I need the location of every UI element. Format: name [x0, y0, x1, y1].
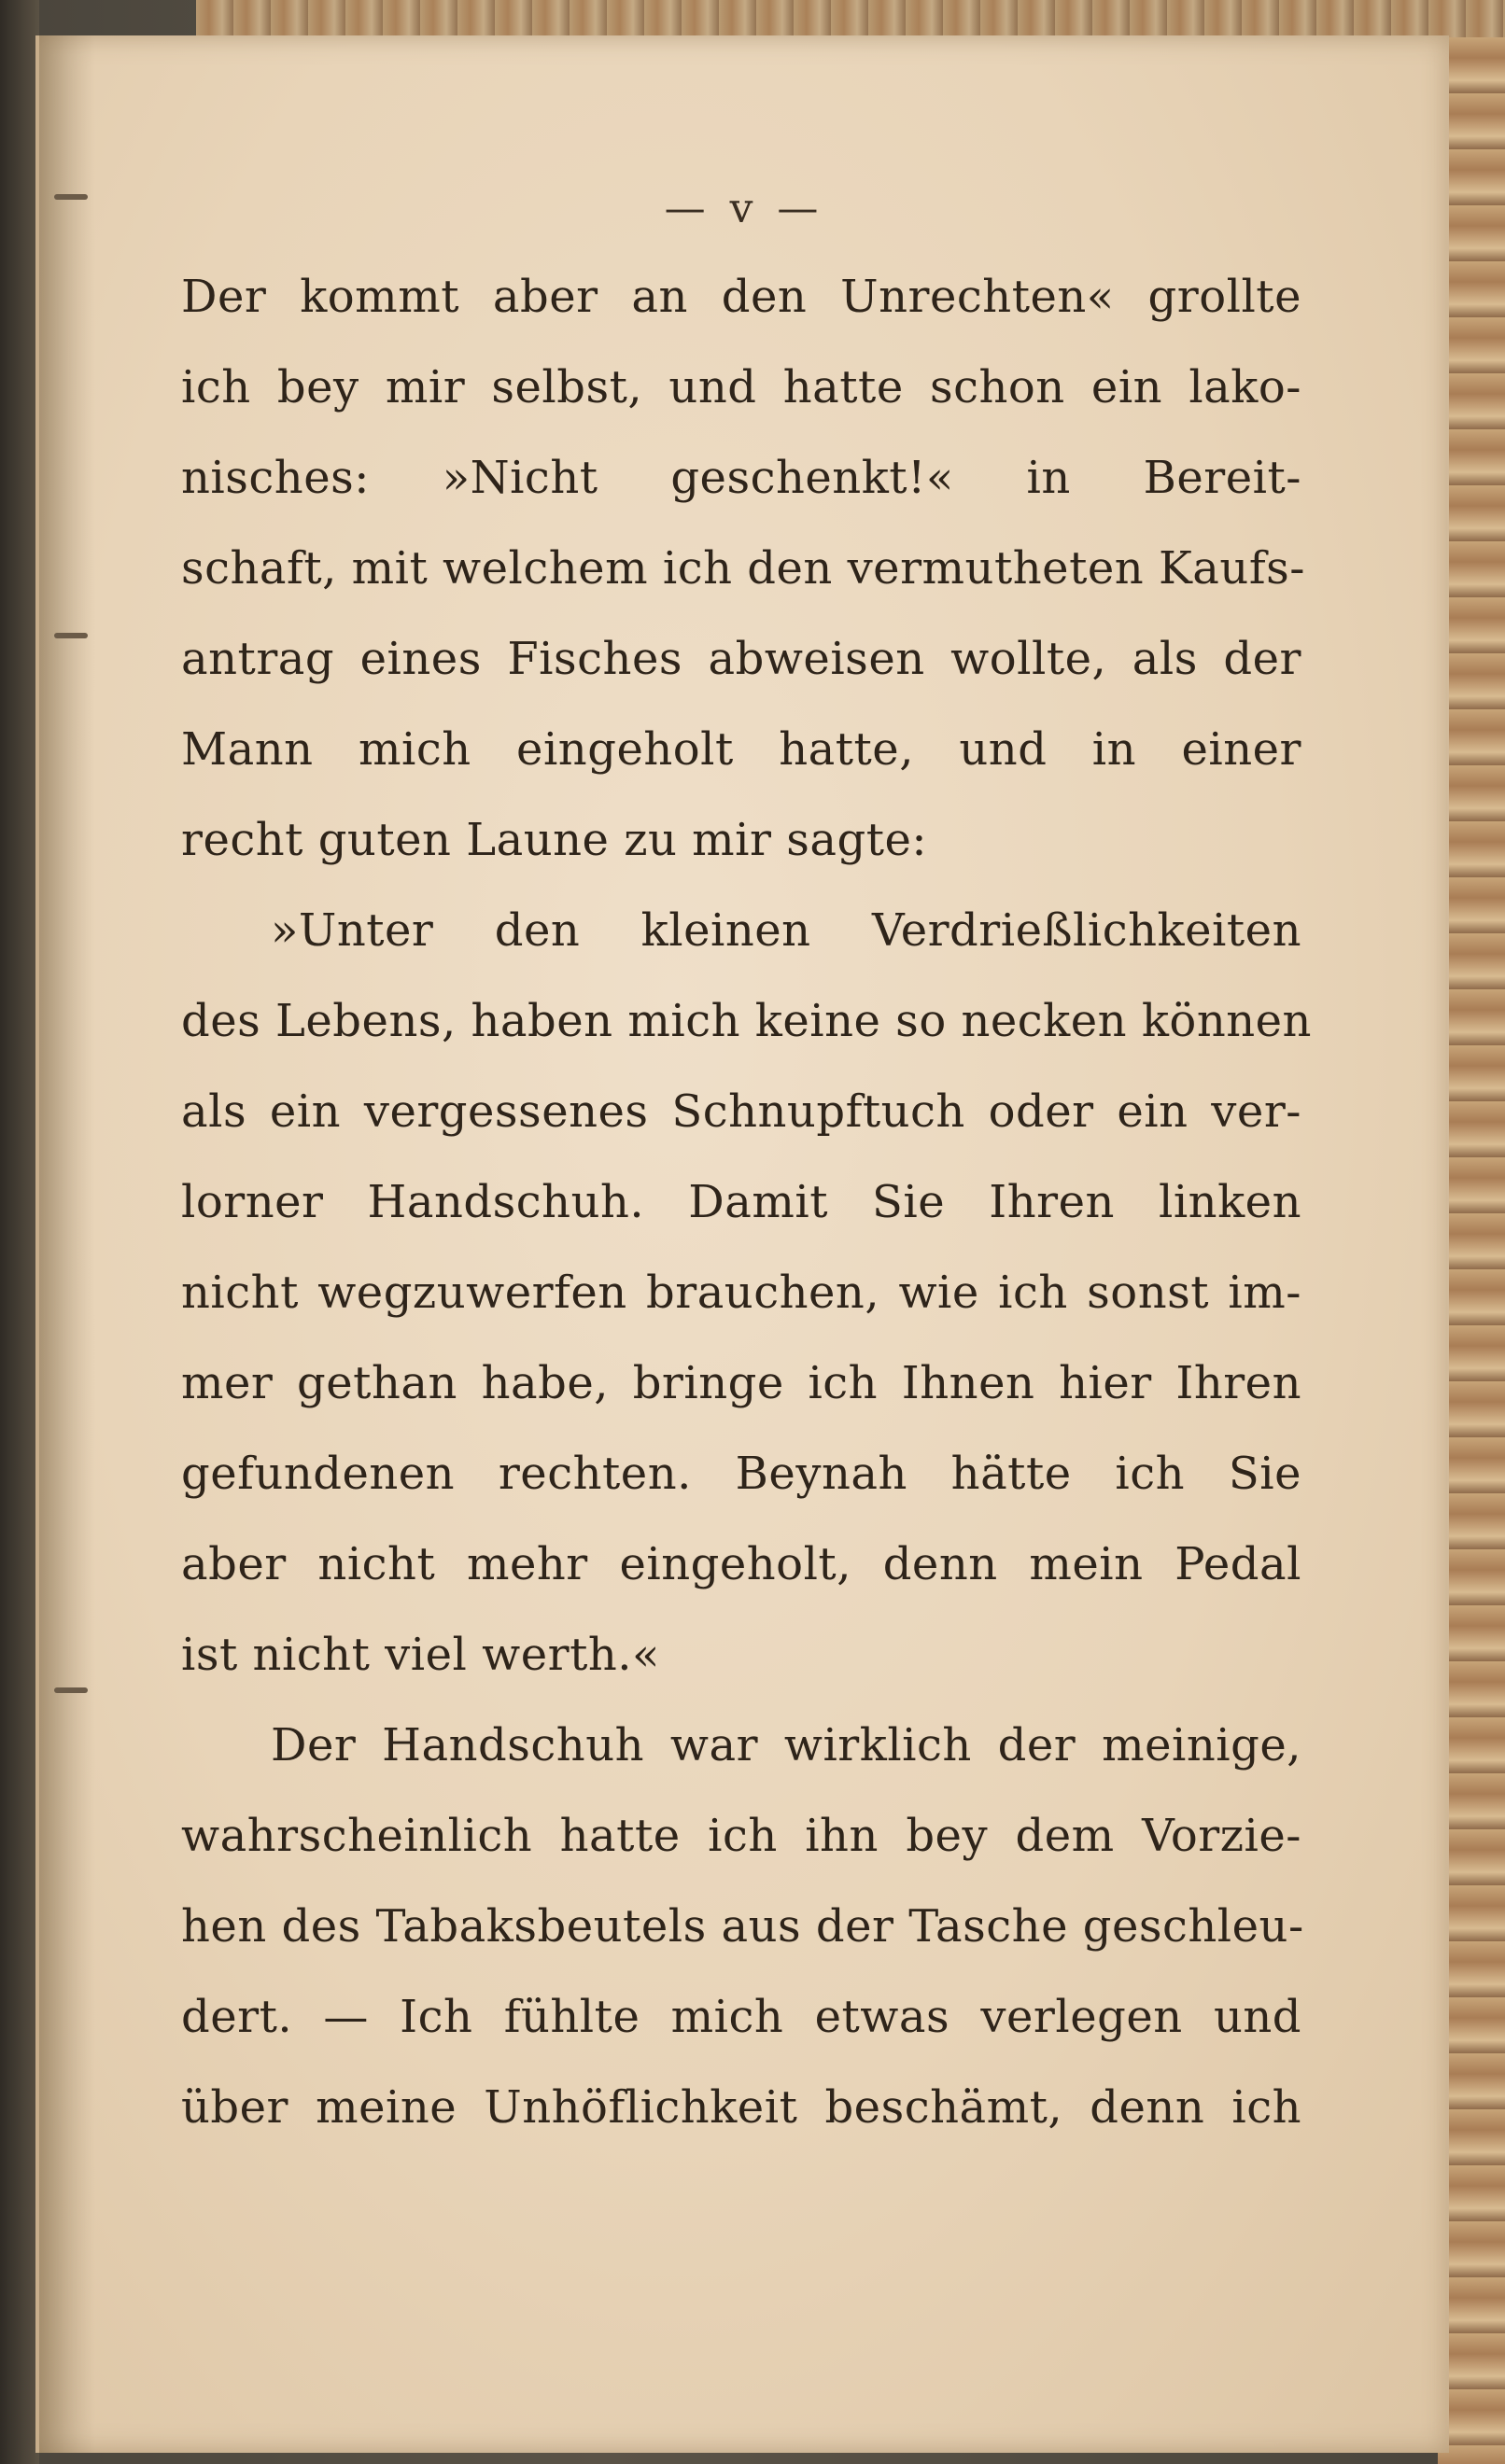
binding-stitch [54, 1687, 88, 1693]
text-line: schaft, mit welchem ich den vermutheten Kaufs- [181, 542, 1305, 595]
book-page [35, 35, 1449, 2453]
text-line: als ein vergessenes Schnupftuch oder ein ver- [181, 1085, 1301, 1138]
binding-stitch [54, 633, 88, 638]
text-line: wahrscheinlich hatte ich ihn bey dem Vorzie- [181, 1810, 1301, 1862]
book-spine-edge [0, 0, 39, 2464]
text-line: »Unter den kleinen Verdrießlichkeiten [271, 904, 1301, 957]
text-line: recht guten Laune zu mir sagte: [181, 814, 928, 866]
text-line: dert. — Ich fühlte mich etwas verlegen und [181, 1991, 1301, 2043]
text-line: nicht wegzuwerfen brauchen, wie ich sonst im- [181, 1267, 1301, 1319]
text-line: hen des Tabaksbeutels aus der Tasche geschleu- [181, 1900, 1304, 1953]
text-line: gefundenen rechten. Beynah hätte ich Sie [181, 1448, 1301, 1500]
gutter-shadow [39, 35, 95, 2453]
text-line: ich bey mir selbst, und hatte schon ein lako- [181, 361, 1301, 413]
text-line: lorner Handschuh. Damit Sie Ihren linken [181, 1176, 1301, 1228]
text-line: nisches: »Nicht geschenkt!« in Bereit- [181, 452, 1301, 504]
page-header: — v — [664, 185, 824, 232]
text-line: Der Handschuh war wirklich der meinige, [271, 1719, 1301, 1771]
text-line: über meine Unhöflichkeit beschämt, denn ich [181, 2081, 1301, 2134]
text-line: Der kommt aber an den Unrechten« grollte [181, 271, 1301, 323]
text-line: aber nicht mehr eingeholt, denn mein Pedal [181, 1538, 1301, 1590]
text-line: mer gethan habe, bringe ich Ihnen hier Ihren [181, 1357, 1301, 1409]
text-line: antrag eines Fisches abweisen wollte, als der [181, 633, 1301, 685]
text-line: Mann mich eingeholt hatte, und in einer [181, 723, 1301, 776]
page-text [181, 252, 1312, 2153]
text-line: des Lebens, haben mich keine so necken können [181, 995, 1312, 1047]
text-line: ist nicht viel werth.« [181, 1629, 660, 1681]
